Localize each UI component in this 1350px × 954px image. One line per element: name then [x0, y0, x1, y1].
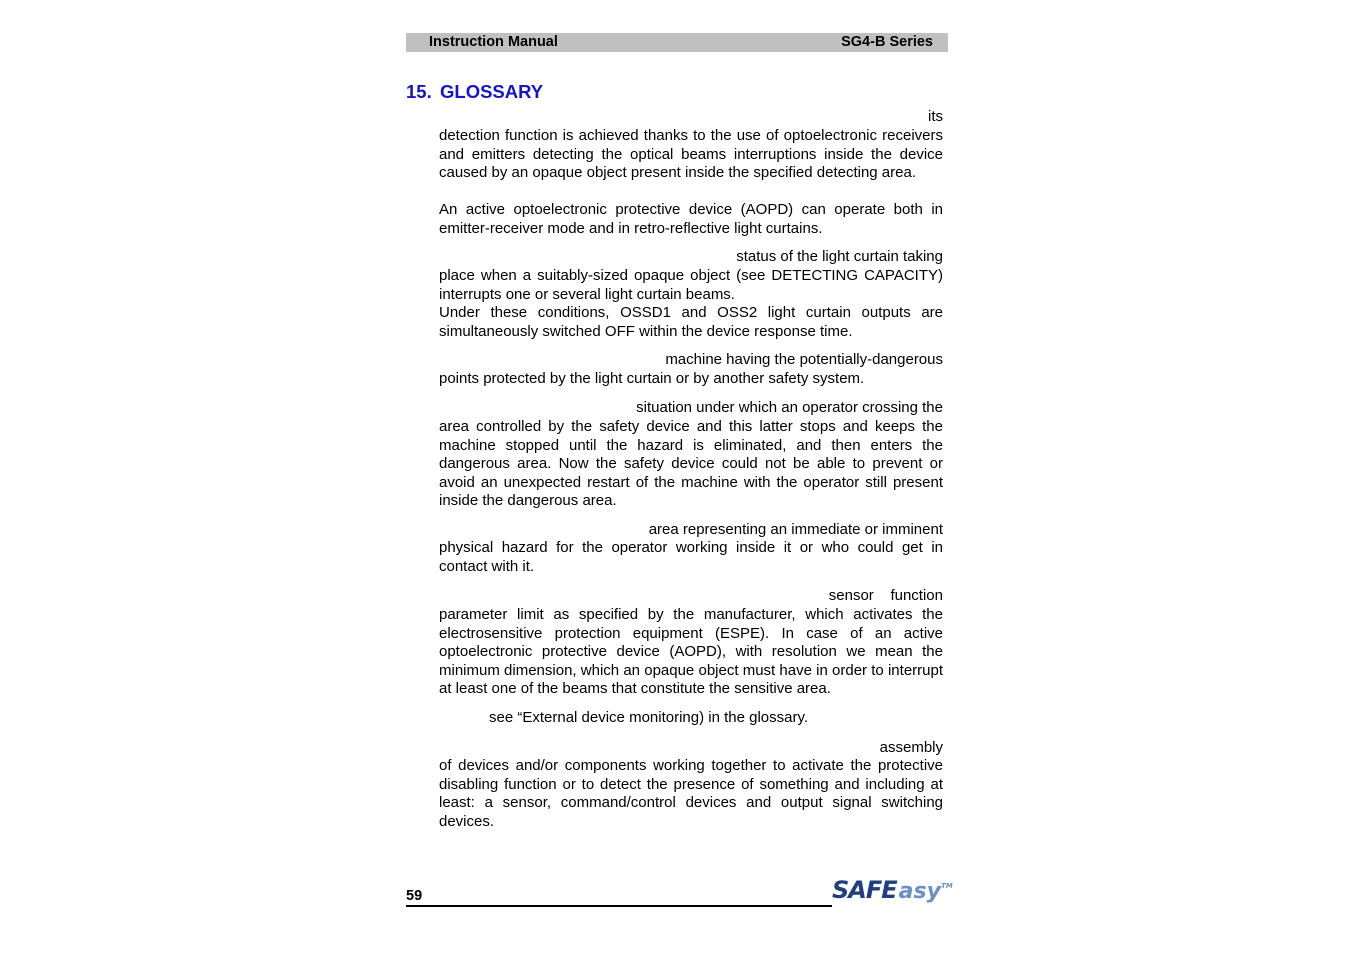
logo-part-asy: asy — [898, 879, 941, 904]
header-bar — [406, 33, 948, 52]
entry-first-line: machine having the potentially-dangerous — [665, 351, 943, 368]
entry-paragraph: area controlled by the safety device and this latter stops and keeps the machine stopped until the hazard is eliminated, and then enters the dangerous area. Now the safety device could not be able to prevent or avoid an unexpected restart of the machine with the operator still present inside the dangerous area. — [439, 418, 943, 510]
entry-first-line: see “External device monitoring) in the glossary. — [489, 709, 809, 726]
entry-paragraph: points protected by the light curtain or by another safety system. — [439, 370, 865, 387]
header-series-name: SG4-B Series — [841, 34, 933, 50]
entry-first-line: situation under which an operator crossing the — [636, 399, 943, 416]
page-number: 59 — [406, 888, 423, 904]
safeasy-logo — [832, 876, 953, 908]
entry-paragraph: physical hazard for the operator working inside it or who could get in contact with it. — [439, 539, 943, 575]
logo-trademark: TM — [940, 882, 953, 890]
section-title — [406, 81, 543, 103]
entry-first-line: status of the light curtain taking — [736, 248, 943, 265]
entry-first-line: assembly — [879, 739, 943, 756]
header-manual-title: Instruction Manual — [429, 34, 558, 50]
entry-paragraph: detection function is achieved thanks to the use of optoelectronic receivers and emitters detecting the optical beams interruptions inside the device caused by an opaque object present inside the specified detecting area. — [439, 127, 943, 182]
section-number: 15. — [406, 81, 432, 102]
footer-rule — [406, 905, 832, 907]
entry-paragraph: place when a suitably-sized opaque object (see DETECTING CAPACITY) interrupts one or several light curtain beams. — [439, 267, 943, 303]
section-title-text: GLOSSARY — [440, 81, 544, 102]
entry-first-line: its — [928, 108, 943, 125]
entry-paragraph: of devices and/or components working together to activate the protective disabling function or to detect the presence of something and including at least: a sensor, command/control devices and output signal switching devices. — [439, 757, 943, 830]
entry-first-line: area representing an immediate or imminent — [648, 521, 943, 538]
entry-paragraph: Under these conditions, OSSD1 and OSS2 light curtain outputs are simultaneously switched OFF within the device response time. — [439, 304, 943, 340]
entry-first-line: sensor function — [828, 587, 943, 604]
logo-part-safe: SAFE — [832, 876, 897, 904]
entry-paragraph: An active optoelectronic protective device (AOPD) can operate both in emitter-receiver mode and in retro-reflective light curtains. — [439, 201, 943, 237]
entry-paragraph: parameter limit as specified by the manufacturer, which activates the electrosensitive protection equipment (ESPE). In case of an active optoelectronic protective device (AOPD), with resolution we mean the minimum dimension, which an opaque object must have in order to interrupt at least one of the beams that constitute the sensitive area. — [439, 606, 943, 698]
